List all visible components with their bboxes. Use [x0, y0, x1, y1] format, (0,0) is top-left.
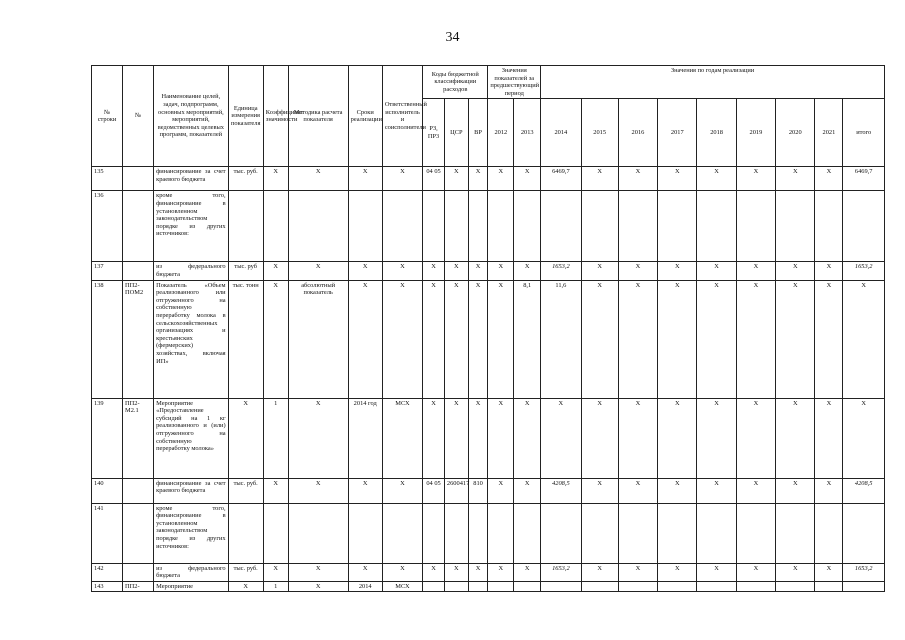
cell-year-2017 — [658, 581, 697, 592]
table-row — [92, 280, 885, 398]
cell-year-2019 — [736, 503, 775, 563]
cell-year-2012: X — [488, 167, 514, 191]
cell-year-2019 — [736, 581, 775, 592]
cell-year-2014: 1653,2 — [541, 563, 581, 581]
cell-csr: X — [444, 280, 468, 398]
cell-unit: тыс. руб. — [228, 563, 263, 581]
header-prev: Значения показателей за предшествующий период — [488, 66, 541, 99]
cell-year-2021: X — [815, 398, 843, 478]
header-2020: 2020 — [776, 99, 815, 167]
cell-year-2014: 6469,7 — [541, 167, 581, 191]
cell-name: кроме того, финансирование в установленном законодательством порядке из других источников: — [154, 191, 229, 262]
cell-unit: X — [228, 398, 263, 478]
cell-rz — [423, 503, 445, 563]
cell-year-2013: X — [514, 262, 541, 280]
cell-year-2019: X — [736, 478, 775, 503]
cell-year-2019: X — [736, 563, 775, 581]
cell-year-2017: X — [658, 563, 697, 581]
cell-year-2015: X — [581, 167, 618, 191]
cell-term: X — [348, 280, 382, 398]
cell-term: 2014 год — [348, 398, 382, 478]
cell-resp: X — [382, 478, 422, 503]
cell-year-2017: X — [658, 262, 697, 280]
cell-year-2014: 4208,5 — [541, 478, 581, 503]
header-codes: Коды бюджетной классификации расходов — [423, 66, 488, 99]
cell-year-2018: X — [697, 478, 736, 503]
cell-method — [288, 191, 348, 262]
cell-year-2021: X — [815, 262, 843, 280]
table-row — [92, 398, 885, 478]
cell-coef: X — [263, 167, 288, 191]
cell-year-2014: 11,6 — [541, 280, 581, 398]
cell-csr: 2600417 — [444, 478, 468, 503]
cell-year-2016: X — [618, 563, 657, 581]
cell-coef: X — [263, 478, 288, 503]
cell-rz: 04 05 — [423, 478, 445, 503]
cell-rz: X — [423, 563, 445, 581]
cell-year-2014: 1653,2 — [541, 262, 581, 280]
cell-year-2016: X — [618, 167, 657, 191]
cell-resp: МСХ — [382, 581, 422, 592]
table-row — [92, 581, 885, 592]
cell-resp: X — [382, 280, 422, 398]
cell-vr: X — [468, 563, 488, 581]
cell-year-2018: X — [697, 262, 736, 280]
cell-method: X — [288, 262, 348, 280]
cell-year-2015: X — [581, 478, 618, 503]
cell-year-2013: X — [514, 563, 541, 581]
cell-name: из федерального бюджета — [154, 563, 229, 581]
cell-total — [843, 503, 885, 563]
cell-year-2015: X — [581, 280, 618, 398]
cell-year-2018 — [697, 581, 736, 592]
cell-rz: X — [423, 280, 445, 398]
cell-rz: X — [423, 398, 445, 478]
table-row — [92, 191, 885, 262]
cell-year-2021: X — [815, 478, 843, 503]
header-2017: 2017 — [658, 99, 697, 167]
cell-no: ПП2-ПОМ2 — [123, 280, 154, 398]
cell-rz: 04 05 — [423, 167, 445, 191]
cell-year-2014 — [541, 581, 581, 592]
cell-term — [348, 191, 382, 262]
cell-vr: X — [468, 398, 488, 478]
cell-year-2020: X — [776, 563, 815, 581]
cell-vr — [468, 503, 488, 563]
cell-year-2017 — [658, 191, 697, 262]
cell-year-2020 — [776, 191, 815, 262]
cell-resp: X — [382, 167, 422, 191]
cell-coef: 1 — [263, 398, 288, 478]
cell-row: 137 — [92, 262, 123, 280]
cell-csr: X — [444, 167, 468, 191]
header-term: Сроки реализации — [348, 66, 382, 167]
cell-no — [123, 563, 154, 581]
cell-resp: МСХ — [382, 398, 422, 478]
cell-name: Мероприятие «Предоставление субсидий на 1 кг реализованного и (или) отгруженного на собственную переработку молока» — [154, 398, 229, 478]
table-row — [92, 563, 885, 581]
cell-name: кроме того, финансирование в установленном законодательством порядке из других источников: — [154, 503, 229, 563]
cell-total: 1653,2 — [843, 262, 885, 280]
cell-coef: X — [263, 563, 288, 581]
cell-method: X — [288, 581, 348, 592]
cell-year-2019: X — [736, 167, 775, 191]
cell-csr: X — [444, 398, 468, 478]
cell-year-2015 — [581, 581, 618, 592]
cell-year-2018: X — [697, 398, 736, 478]
cell-total: 6469,7 — [843, 167, 885, 191]
header-total: итого — [843, 99, 885, 167]
cell-year-2014 — [541, 503, 581, 563]
cell-coef: 1 — [263, 581, 288, 592]
cell-year-2021 — [815, 581, 843, 592]
cell-year-2021: X — [815, 167, 843, 191]
cell-year-2018 — [697, 191, 736, 262]
cell-resp — [382, 503, 422, 563]
cell-name: финансирование за счет краевого бюджета — [154, 478, 229, 503]
cell-year-2020: X — [776, 478, 815, 503]
cell-year-2018: X — [697, 280, 736, 398]
cell-term: 2014 — [348, 581, 382, 592]
cell-term: X — [348, 262, 382, 280]
cell-year-2016: X — [618, 262, 657, 280]
cell-year-2019 — [736, 191, 775, 262]
header-2014: 2014 — [541, 99, 581, 167]
cell-method: абсолютный показатель — [288, 280, 348, 398]
cell-year-2020 — [776, 581, 815, 592]
cell-year-2020: X — [776, 167, 815, 191]
header-2015: 2015 — [581, 99, 618, 167]
cell-row: 140 — [92, 478, 123, 503]
cell-year-2019: X — [736, 280, 775, 398]
cell-year-2017 — [658, 503, 697, 563]
cell-year-2014 — [541, 191, 581, 262]
header-2016: 2016 — [618, 99, 657, 167]
cell-row: 139 — [92, 398, 123, 478]
cell-total: 1653,2 — [843, 563, 885, 581]
cell-year-2021: X — [815, 280, 843, 398]
cell-no — [123, 262, 154, 280]
cell-year-2018 — [697, 503, 736, 563]
cell-year-2012: X — [488, 280, 514, 398]
table-row — [92, 167, 885, 191]
cell-rz — [423, 581, 445, 592]
cell-year-2017: X — [658, 167, 697, 191]
cell-csr: X — [444, 262, 468, 280]
cell-csr: X — [444, 563, 468, 581]
header-vr: ВР — [468, 99, 488, 167]
cell-year-2016 — [618, 503, 657, 563]
cell-year-2013: X — [514, 167, 541, 191]
cell-total — [843, 581, 885, 592]
cell-year-2017: X — [658, 280, 697, 398]
cell-vr: 810 — [468, 478, 488, 503]
cell-no: ПП2-М2.1 — [123, 398, 154, 478]
cell-no — [123, 503, 154, 563]
cell-name: Мероприятие — [154, 581, 229, 592]
header-method: Методика расчета показателя — [288, 66, 348, 167]
cell-year-2015: X — [581, 398, 618, 478]
cell-vr: X — [468, 167, 488, 191]
header-2021: 2021 — [815, 99, 843, 167]
cell-year-2012 — [488, 503, 514, 563]
table-row — [92, 478, 885, 503]
cell-method: X — [288, 167, 348, 191]
cell-method: X — [288, 398, 348, 478]
cell-term: X — [348, 167, 382, 191]
header-row-no: № строки — [92, 66, 123, 167]
cell-year-2012: X — [488, 478, 514, 503]
cell-year-2018: X — [697, 563, 736, 581]
cell-vr: X — [468, 280, 488, 398]
cell-term — [348, 503, 382, 563]
cell-method: X — [288, 478, 348, 503]
header-resp: Ответственный исполнитель и соисполнители — [382, 66, 422, 167]
header-2019: 2019 — [736, 99, 775, 167]
cell-year-2020: X — [776, 262, 815, 280]
cell-year-2016 — [618, 581, 657, 592]
cell-coef: X — [263, 262, 288, 280]
header-coef: Коэффициент значимости — [263, 66, 288, 167]
cell-resp — [382, 191, 422, 262]
cell-year-2017: X — [658, 478, 697, 503]
header-no: № — [123, 66, 154, 167]
cell-year-2021 — [815, 191, 843, 262]
cell-no — [123, 478, 154, 503]
cell-year-2012: X — [488, 398, 514, 478]
cell-unit: тыс. руб. — [228, 478, 263, 503]
cell-year-2020: X — [776, 398, 815, 478]
cell-year-2014: X — [541, 398, 581, 478]
cell-csr — [444, 581, 468, 592]
header-name: Наименование целей, задач, подпрограмм, основных мероприятий, мероприятий, ведомственных целевых программ, показателей — [154, 66, 229, 167]
cell-year-2012: X — [488, 262, 514, 280]
cell-total: 4208,5 — [843, 478, 885, 503]
cell-rz: X — [423, 262, 445, 280]
cell-csr — [444, 503, 468, 563]
program-table — [91, 65, 885, 592]
cell-year-2012 — [488, 191, 514, 262]
cell-total: X — [843, 280, 885, 398]
cell-year-2013: 8,1 — [514, 280, 541, 398]
cell-unit — [228, 503, 263, 563]
cell-no — [123, 191, 154, 262]
cell-year-2019: X — [736, 262, 775, 280]
cell-year-2018: X — [697, 167, 736, 191]
header-years-group: Значения по годам реализации — [541, 66, 885, 99]
cell-year-2015 — [581, 191, 618, 262]
cell-year-2016: X — [618, 478, 657, 503]
cell-total: X — [843, 398, 885, 478]
cell-method: X — [288, 563, 348, 581]
cell-row: 141 — [92, 503, 123, 563]
cell-year-2021 — [815, 503, 843, 563]
cell-method — [288, 503, 348, 563]
header-csr: ЦСР — [444, 99, 468, 167]
cell-year-2013 — [514, 191, 541, 262]
cell-unit: тыс. руб. — [228, 167, 263, 191]
cell-name: финансирование за счет краевого бюджета — [154, 167, 229, 191]
cell-row: 138 — [92, 280, 123, 398]
table-row — [92, 262, 885, 280]
cell-coef — [263, 503, 288, 563]
header-unit: Единица измерения показателя — [228, 66, 263, 167]
cell-year-2013: X — [514, 398, 541, 478]
cell-year-2016 — [618, 191, 657, 262]
table-row — [92, 503, 885, 563]
cell-vr — [468, 191, 488, 262]
cell-unit: X — [228, 581, 263, 592]
cell-year-2015: X — [581, 563, 618, 581]
cell-total — [843, 191, 885, 262]
cell-vr: X — [468, 262, 488, 280]
cell-csr — [444, 191, 468, 262]
cell-rz — [423, 191, 445, 262]
cell-year-2021: X — [815, 563, 843, 581]
cell-coef: X — [263, 280, 288, 398]
header-2012: 2012 — [488, 99, 514, 167]
cell-year-2013 — [514, 503, 541, 563]
cell-name: из федерального бюджета — [154, 262, 229, 280]
cell-year-2016: X — [618, 280, 657, 398]
cell-vr — [468, 581, 488, 592]
cell-name: Показатель «Объем реализованного или отгруженного на собственную переработку молока в сельскохозяйственных организациях и крестьянских (фермерских) хозяйствах, включая ИП» — [154, 280, 229, 398]
cell-resp: X — [382, 262, 422, 280]
cell-year-2017: X — [658, 398, 697, 478]
cell-year-2019: X — [736, 398, 775, 478]
cell-year-2012 — [488, 581, 514, 592]
header-rz: РЗ, ПР3 — [423, 99, 445, 167]
cell-row: 143 — [92, 581, 123, 592]
cell-no: ПП2- — [123, 581, 154, 592]
cell-unit: тыс. руб — [228, 262, 263, 280]
header-2018: 2018 — [697, 99, 736, 167]
cell-resp: X — [382, 563, 422, 581]
cell-year-2015 — [581, 503, 618, 563]
cell-term: X — [348, 478, 382, 503]
cell-no — [123, 167, 154, 191]
cell-year-2016: X — [618, 398, 657, 478]
cell-unit — [228, 191, 263, 262]
cell-year-2015: X — [581, 262, 618, 280]
cell-term: X — [348, 563, 382, 581]
cell-year-2020 — [776, 503, 815, 563]
header-2013: 2013 — [514, 99, 541, 167]
cell-row: 136 — [92, 191, 123, 262]
cell-row: 135 — [92, 167, 123, 191]
cell-coef — [263, 191, 288, 262]
cell-year-2012: X — [488, 563, 514, 581]
cell-row: 142 — [92, 563, 123, 581]
cell-unit: тыс. тонн — [228, 280, 263, 398]
cell-year-2013 — [514, 581, 541, 592]
page-number: 34 — [445, 30, 460, 45]
cell-year-2013: X — [514, 478, 541, 503]
cell-year-2020: X — [776, 280, 815, 398]
